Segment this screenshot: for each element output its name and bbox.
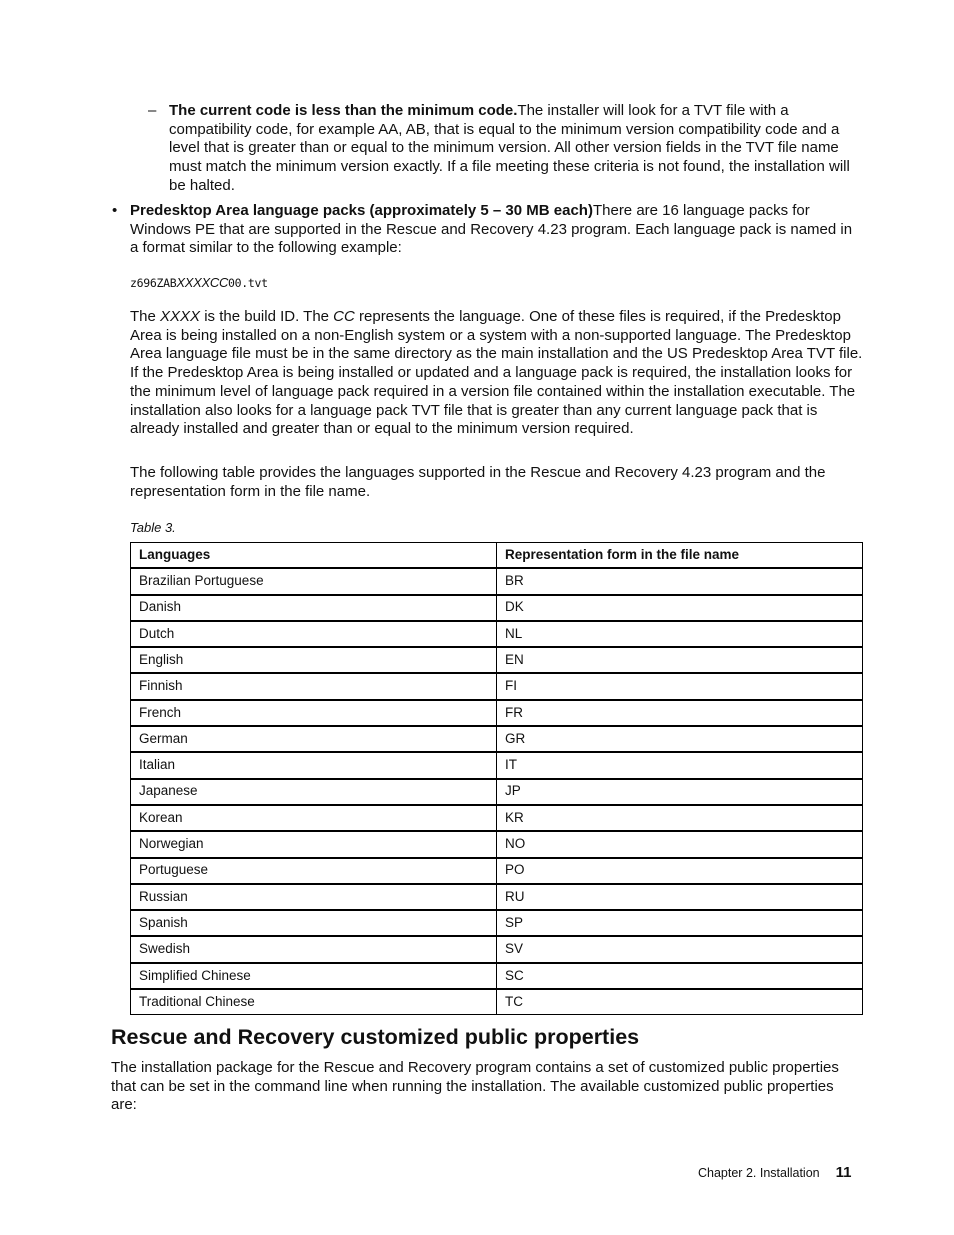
- code-cell: NO: [497, 831, 863, 857]
- build-id-paragraph: [130, 308, 870, 439]
- code-cell: TC: [497, 989, 863, 1015]
- properties-intro-paragraph: The installation package for the Rescue and Recovery program contains a set of customized public properties that can be set in the command line when running the installation. The available customized public properties are:: [111, 1059, 839, 1114]
- table-row: [131, 647, 863, 673]
- table-row: [131, 595, 863, 621]
- table-row: [131, 936, 863, 962]
- file-name-example: [130, 274, 268, 293]
- code-cell: SP: [497, 910, 863, 936]
- code-cell: IT: [497, 752, 863, 778]
- table-body: [131, 568, 863, 1015]
- language-cell: Spanish: [131, 910, 497, 936]
- table-row: [131, 858, 863, 884]
- table-row: [131, 700, 863, 726]
- code-cell: PO: [497, 858, 863, 884]
- code-cell: BR: [497, 568, 863, 594]
- code-cell: RU: [497, 884, 863, 910]
- footer-chapter: Chapter 2. Installation: [698, 1166, 820, 1180]
- section-heading: Rescue and Recovery customized public properties: [111, 1025, 640, 1049]
- code-build-id: XXXX: [176, 275, 210, 290]
- language-table: [130, 542, 863, 1015]
- language-cell: English: [131, 647, 497, 673]
- table-row: [131, 673, 863, 699]
- code-cell: FI: [497, 673, 863, 699]
- table-row: [131, 726, 863, 752]
- language-cell: Traditional Chinese: [131, 989, 497, 1015]
- code-lang-code: CC: [209, 275, 229, 290]
- bullet-item-bold-lead: Predesktop Area language packs (approximately 5 – 30 MB each): [130, 202, 593, 219]
- para1-text-3: represents the language. One of these files is required, if the Predesktop Area is being installed on a non-English system or a system with a non-supported language. The Predesktop Area language file must be in the same directory as the main installation and the US Predesktop Area TVT file. If the Predesktop Area is being installed or updated and a language pack is required, the installation looks for the minimum level of language pack required in a version file contained within the installation executable. The installation also looks for a language pack TVT file that is greater than any current language pack that is already installed and greater than or equal to the minimum version required.: [130, 308, 863, 438]
- language-cell: Finnish: [131, 673, 497, 699]
- table-row: [131, 910, 863, 936]
- bullet-marker: •: [112, 202, 118, 219]
- table-header-row: [131, 543, 863, 569]
- code-prefix: z696ZAB: [130, 276, 177, 290]
- table-row: [131, 989, 863, 1015]
- header-representation: Representation form in the file name: [497, 543, 863, 569]
- dash-list-item: [148, 102, 853, 196]
- language-cell: Swedish: [131, 936, 497, 962]
- language-cell: Danish: [131, 595, 497, 621]
- para1-text-2: is the build ID. The: [200, 308, 334, 325]
- table-row: [131, 884, 863, 910]
- language-cell: French: [131, 700, 497, 726]
- language-cell: Norwegian: [131, 831, 497, 857]
- code-cell: SV: [497, 936, 863, 962]
- code-cell: DK: [497, 595, 863, 621]
- dash-marker: –: [148, 102, 157, 119]
- dash-item-bold-lead: The current code is less than the minimum code.: [169, 102, 518, 119]
- page-footer: [698, 1164, 851, 1183]
- table-row: [131, 963, 863, 989]
- language-cell: Russian: [131, 884, 497, 910]
- language-cell: Italian: [131, 752, 497, 778]
- language-cell: Simplified Chinese: [131, 963, 497, 989]
- header-languages: Languages: [131, 543, 497, 569]
- page-number: 11: [835, 1164, 852, 1181]
- language-cell: Japanese: [131, 779, 497, 805]
- language-cell: Korean: [131, 805, 497, 831]
- language-cell: Brazilian Portuguese: [131, 568, 497, 594]
- table-row: [131, 805, 863, 831]
- code-cell: EN: [497, 647, 863, 673]
- code-cell: JP: [497, 779, 863, 805]
- code-cell: GR: [497, 726, 863, 752]
- bullet-item-text: There are 16 language packs for Windows PE that are supported in the Rescue and Recovery 4.23 program. Each language pack is named in a format similar to the following example:: [130, 202, 853, 257]
- table-caption: Table 3.: [130, 520, 176, 535]
- para1-italic-lang-code: CC: [333, 308, 355, 325]
- table-row: [131, 568, 863, 594]
- bullet-item-body: [130, 202, 857, 258]
- code-cell: FR: [497, 700, 863, 726]
- dash-item-body: [169, 102, 853, 196]
- code-cell: NL: [497, 621, 863, 647]
- bullet-list-item: [112, 202, 857, 258]
- table-intro-paragraph: The following table provides the languages supported in the Rescue and Recovery 4.23 program and the representation form in the file name.: [130, 464, 826, 500]
- table-row: [131, 621, 863, 647]
- language-cell: German: [131, 726, 497, 752]
- para1-text-1: The: [130, 308, 161, 325]
- language-cell: Dutch: [131, 621, 497, 647]
- code-suffix: 00.tvt: [228, 276, 268, 290]
- code-cell: KR: [497, 805, 863, 831]
- dash-item-text: The installer will look for a TVT file with a compatibility code, for example AA, AB, that is equal to the minimum version compatibility code and a level that is greater than or equal to the minimum version. All other version fields in the TVT file name must match the minimum version exactly. If a file meeting these criteria is not found, the installation will be halted.: [169, 102, 850, 194]
- table-row: [131, 779, 863, 805]
- language-cell: Portuguese: [131, 858, 497, 884]
- table-row: [131, 752, 863, 778]
- para1-italic-build-id: XXXX: [160, 308, 201, 325]
- table-row: [131, 831, 863, 857]
- code-cell: SC: [497, 963, 863, 989]
